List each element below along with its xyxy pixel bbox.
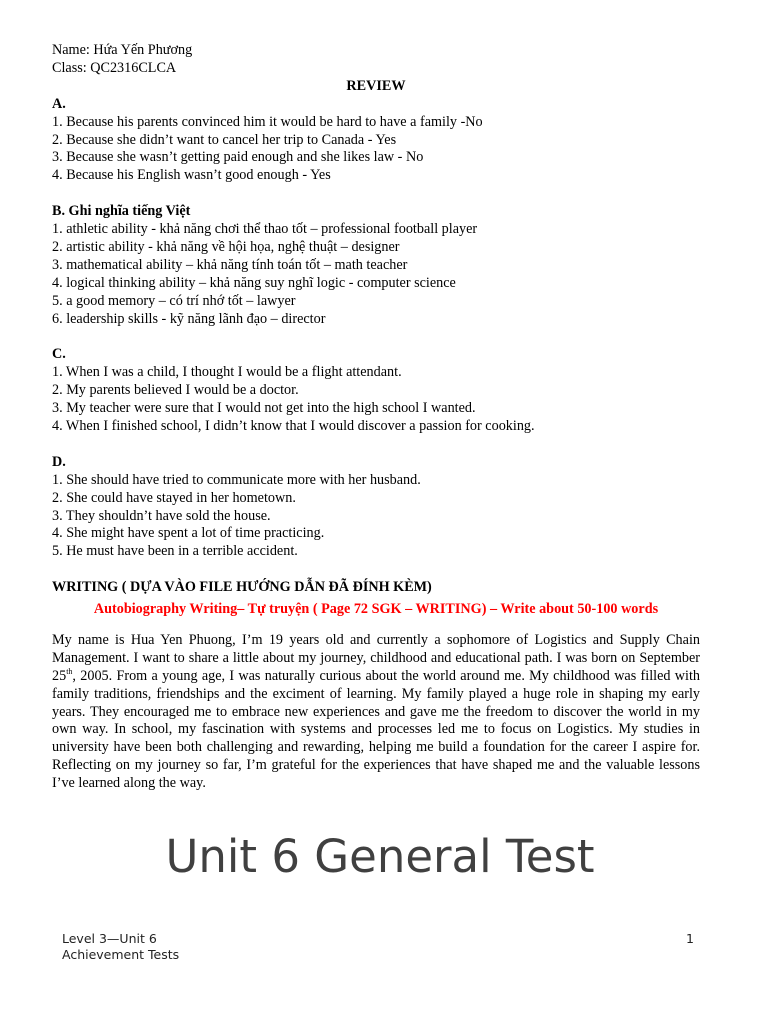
footer-text: Level 3—Unit 6 Achievement Tests xyxy=(62,931,180,962)
spacer xyxy=(52,561,700,579)
section-c-heading: C. xyxy=(52,346,66,363)
spacer xyxy=(52,436,700,454)
document-body xyxy=(52,42,700,793)
page-number: 1 xyxy=(686,931,694,946)
list-item: 3. They shouldn’t have sold the house. xyxy=(52,507,271,524)
paragraph-text-part2: , 2005. From a young age, I was naturally curious about the world around me. My childhood was filled with family traditions, friendships and the exciment of learning. My family played a huge role in shaping my early years. They encouraged me to embrace new experiences and gave me the freedom to discover the world in my own way. In school, my fascination with systems and processes led me to focus on Logistics. My studies in university have been both challenging and rewarding, helping me build a foundation for the career I aspire for. Reflecting on my journey so far, I’m grateful for the experiences that have shaped me and the valuable lessons I’ve learned along the way. xyxy=(52,667,700,792)
section-a-list xyxy=(52,114,700,186)
list-item: 2. artistic ability - khả năng về hội họa, nghệ thuật – designer xyxy=(52,238,400,255)
section-b-heading: B. Ghi nghĩa tiếng Việt xyxy=(52,203,191,220)
section-b-list xyxy=(52,221,700,328)
section-d-heading: D. xyxy=(52,453,66,470)
ordinal-suffix: th xyxy=(66,666,73,676)
unit-title: Unit 6 General Test xyxy=(165,830,595,883)
writing-subheading: Autobiography Writing– Tự truyện ( Page 72 SGK – WRITING) – Write about 50-100 words xyxy=(93,601,659,618)
list-item: 3. mathematical ability – khả năng tính toán tốt – math teacher xyxy=(52,256,408,273)
list-item: 3. Because she wasn’t getting paid enough and she likes law - No xyxy=(52,149,424,166)
list-item: 2. She could have stayed in her hometown. xyxy=(52,489,296,506)
section-d-list xyxy=(52,472,700,562)
list-item: 1. When I was a child, I thought I would be a flight attendant. xyxy=(52,364,402,381)
section-a-heading: A. xyxy=(52,95,66,112)
spacer xyxy=(52,328,700,346)
list-item: 1. Because his parents convinced him it would be hard to have a family -No xyxy=(52,113,483,130)
list-item: 4. logical thinking ability – khả năng suy nghĩ logic - computer science xyxy=(52,274,456,291)
list-item: 2. My parents believed I would be a doctor. xyxy=(52,382,299,399)
list-item: 1. athletic ability - khả năng chơi thể thao tốt – professional football player xyxy=(52,221,478,238)
list-item: 2. Because she didn’t want to cancel her trip to Canada - Yes xyxy=(52,131,397,148)
list-item: 5. He must have been in a terrible accident. xyxy=(52,543,298,560)
list-item: 4. She might have spent a lot of time practicing. xyxy=(52,525,325,542)
review-title: REVIEW xyxy=(346,77,406,94)
paragraph-text-part1: My name is Hua Yen Phuong, I’m 19 years old and currently a sophomore of Logistics and Supply Chain Management. I want to share a little about my journey, childhood and educational path. I was born on September 25 xyxy=(52,631,700,684)
student-name: Name: Hứa Yến Phương xyxy=(52,42,193,58)
spacer xyxy=(52,185,700,203)
student-class: Class: QC2316CLCA xyxy=(52,59,177,76)
section-c-list xyxy=(52,364,700,436)
autobiography-paragraph xyxy=(52,632,700,793)
list-item: 6. leadership skills - kỹ năng lãnh đạo – director xyxy=(52,310,326,327)
writing-heading: WRITING ( DỰA VÀO FILE HƯỚNG DẪN ĐÃ ĐÍNH KÈM) xyxy=(52,579,432,596)
list-item: 4. When I finished school, I didn’t know that I would discover a passion for cooking. xyxy=(52,418,535,434)
list-item: 1. She should have tried to communicate more with her husband. xyxy=(52,471,421,488)
list-item: 3. My teacher were sure that I would not get into the high school I wanted. xyxy=(52,400,476,417)
list-item: 4. Because his English wasn’t good enough - Yes xyxy=(52,167,331,184)
list-item: 5. a good memory – có trí nhớ tốt – lawyer xyxy=(52,292,296,309)
